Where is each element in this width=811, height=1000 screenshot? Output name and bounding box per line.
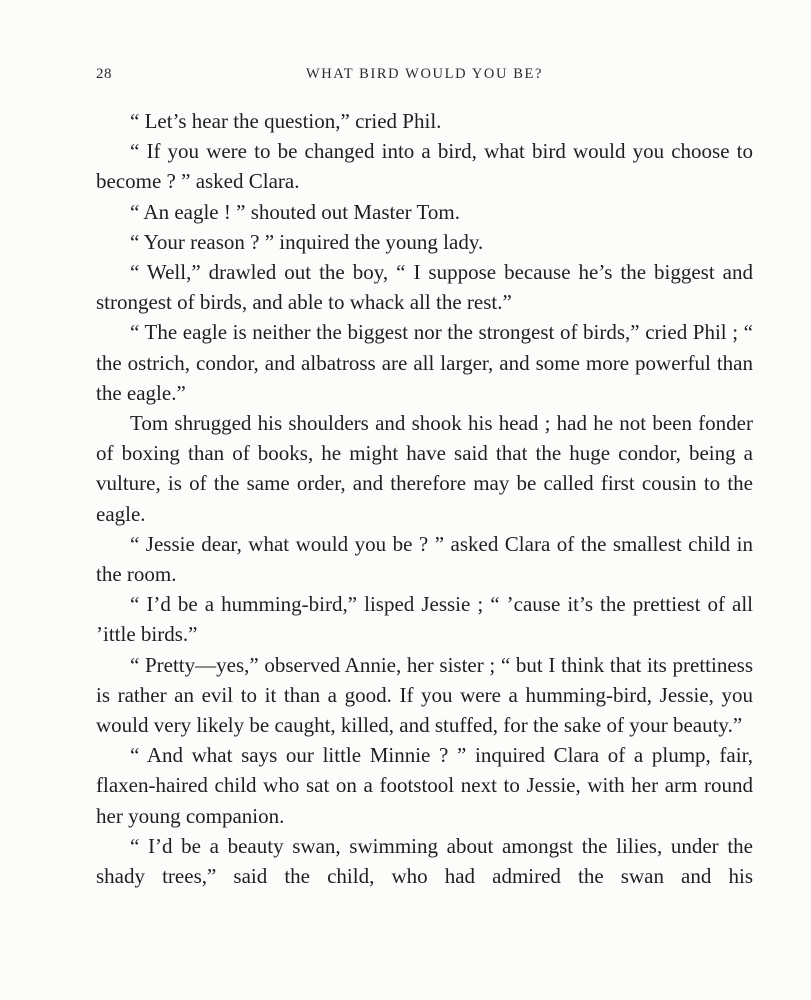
paragraph: “ Well,” drawled out the boy, “ I suppose because he’s the biggest and strongest of birds, and able to whack all the rest.” (96, 260, 753, 315)
paragraph: “ Jessie dear, what would you be ? ” asked Clara of the smallest child in the room. (96, 531, 753, 587)
paragraph: “ Your reason ? ” inquired the young lady. (130, 229, 484, 254)
page-number: 28 (96, 66, 112, 82)
paragraph: “ Let’s hear the question,” cried Phil. (130, 109, 442, 133)
body-text (96, 106, 753, 891)
paragraph: “ An eagle ! ” shouted out Master Tom. (130, 199, 460, 224)
paragraph: “ I’d be a beauty swan, swimming about amongst the lilies, under the shady trees,” said the child, who had admired the swan and his (96, 833, 753, 889)
page-header (96, 66, 753, 88)
paragraph: “ The eagle is neither the biggest nor the strongest of birds,” cried Phil ; “ the ostrich, condor, and albatross are all larger, and some more powerful than the eagle.” (96, 320, 753, 405)
paragraph: “ I’d be a humming-bird,” lisped Jessie ; “ ’cause it’s the prettiest of all ’ittle birds.” (96, 592, 753, 647)
running-head: WHAT BIRD WOULD YOU BE? (305, 66, 544, 82)
paragraph: “ If you were to be changed into a bird, what bird would you choose to become ? ” asked Clara. (96, 139, 753, 194)
paragraph: “ And what says our little Minnie ? ” inquired Clara of a plump, fair, flaxen-haired child who sat on a footstool next to Jessie, with her arm round her young companion. (96, 743, 753, 828)
paragraph: “ Pretty—yes,” observed Annie, her sister ; “ but I think that its prettiness is rather an evil to it than a good. If you were a humming-bird, Jessie, you would very likely be caught, killed, and stuffed, for the sake of your beauty.” (96, 652, 753, 738)
paragraph: Tom shrugged his shoulders and shook his head ; had he not been fonder of boxing than of books, he might have said that the huge condor, being a vulture, is of the same order, and therefore may be called first cousin to the eagle. (96, 411, 753, 526)
